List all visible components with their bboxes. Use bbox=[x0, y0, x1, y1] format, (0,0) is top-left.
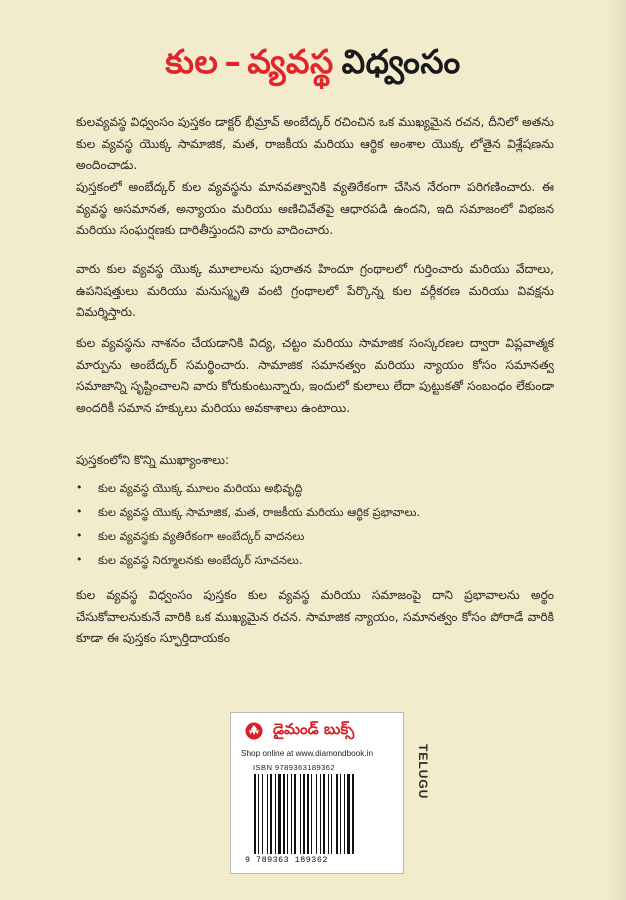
closing-paragraph: కుల వ్యవస్థ విధ్వంసం పుస్తకం కుల వ్యవస్థ మరియు సమాజంపై దాని ప్రభావాలను అర్థం చేసుకోవాలనుకునే వారికి ఒక ముఖ్యమైన రచన. సామాజిక న్యాయం, సమానత్వం కోసం పోరాడే వారికి కూడా ఈ పుస్తకం స్ఫూర్తిదాయకం bbox=[76, 588, 554, 645]
barcode-bar bbox=[331, 774, 332, 854]
bullet-icon: • bbox=[76, 505, 83, 518]
publisher-name: డైమండ్ బుక్స్ bbox=[273, 720, 355, 738]
book-title bbox=[0, 42, 626, 89]
publisher-box bbox=[230, 712, 404, 874]
barcode-bar bbox=[258, 774, 259, 854]
language-label: TELUGU bbox=[416, 744, 430, 800]
list-item bbox=[76, 550, 554, 574]
description-paragraph-4: కుల వ్యవస్థను నాశనం చేయడానికి విద్య, చట్టం మరియు సామాజిక సంస్కరణల ద్వారా విప్లవాత్మక మార్పును అంబేద్కర్ సమర్థించారు. సామాజిక సమానత్వం మరియు న్యాయం కోసం సమానత్వ సమాజాన్ని సృష్టించాలని వారు కోరుకుంటున్నారు, ఇందులో కులాలు లేదా పుట్టుకతో సంబంధం లేకుండా అందరికీ సమాన హక్కులు మరియు అవకాశాలు ఉంటాయి. bbox=[76, 336, 554, 415]
barcode-bar bbox=[287, 774, 288, 854]
description-paragraph-1: కులవ్యవస్థ విధ్వంసం పుస్తకం డాక్టర్ భీమ్రావ్ అంబేద్కర్ రచించిన ఒక ముఖ్యమైన రచన, దీనిలో అతను కుల వ్యవస్థ యొక్క సామాజిక, మత, రాజకీయ మరియు ఆర్థిక అంశాల యొక్క లోతైన విశ్లేషణను అందించాడు. bbox=[76, 115, 554, 172]
barcode-bar bbox=[328, 774, 329, 854]
list-item bbox=[76, 502, 554, 526]
barcode-bar bbox=[278, 774, 281, 854]
barcode-bar bbox=[300, 774, 301, 854]
highlight-text: కుల వ్యవస్థ యొక్క సామాజిక, మత, రాజకీయ మరియు ఆర్థిక ప్రభావాలు. bbox=[98, 505, 421, 519]
barcode-bar bbox=[340, 774, 341, 854]
barcode-bar bbox=[352, 774, 354, 854]
title-part-vyavastha: వ్యవస్థ bbox=[247, 42, 334, 81]
bullet-icon: • bbox=[76, 553, 83, 566]
diamond-flower-logo-icon bbox=[245, 722, 263, 740]
barcode-bar bbox=[275, 774, 276, 854]
bullet-icon: • bbox=[76, 481, 83, 494]
barcode-bar bbox=[320, 774, 321, 854]
barcode-bar bbox=[262, 774, 263, 854]
barcode-digits: 9 789363 189362 bbox=[245, 855, 328, 865]
bullet-icon: • bbox=[76, 529, 83, 542]
barcode-bar bbox=[294, 774, 296, 854]
highlights-heading: పుస్తకంలోని కొన్ని ముఖ్యాంశాలు: bbox=[76, 453, 230, 467]
barcode-bar bbox=[311, 774, 312, 854]
spine-shade bbox=[604, 0, 626, 900]
description-paragraph-2: పుస్తకంలో అంబేద్కర్ కుల వ్యవస్థను మానవత్వానికి వ్యతిరేకంగా చేసిన నేరంగా పరిగణించారు. ఈ వ్యవస్థ అసమానత, అన్యాయం మరియు అణిచివేతపై ఆధారపడి ఉందని, ఇది సమాజంలో విభజన మరియు సంఘర్షణకు దారితీస్తుందని వారు వాదించారు. bbox=[76, 180, 554, 237]
barcode-bar bbox=[254, 774, 256, 854]
highlight-text: కుల వ్యవస్థకు వ్యతిరేకంగా అంబేద్కర్ వాదనలు bbox=[98, 529, 305, 543]
publisher-logo-row bbox=[245, 719, 354, 743]
barcode-bar bbox=[323, 774, 325, 854]
barcode-bar bbox=[347, 774, 350, 854]
barcode-bar bbox=[270, 774, 272, 854]
isbn-label: ISBN 9789363189362 bbox=[253, 763, 335, 772]
title-part-vidhvamsam: విధ్వంసం bbox=[341, 42, 461, 81]
barcode-bar bbox=[336, 774, 338, 854]
title-part-kula: కుల bbox=[165, 42, 219, 81]
barcode-bar bbox=[267, 774, 268, 854]
barcode-bar bbox=[344, 774, 345, 854]
barcode-bar bbox=[291, 774, 292, 854]
highlight-text: కుల వ్యవస్థ నిర్మూలనకు అంబేద్కర్ సూచనలు. bbox=[98, 553, 303, 567]
publisher-website: Shop online at www.diamondbook.in bbox=[241, 749, 373, 758]
highlights-list bbox=[76, 478, 554, 574]
barcode-bar bbox=[316, 774, 317, 854]
list-item bbox=[76, 478, 554, 502]
highlight-text: కుల వ్యవస్థ యొక్క మూలం మరియు అభివృద్ధి bbox=[98, 481, 303, 495]
list-item bbox=[76, 526, 554, 550]
description-paragraph-3: వారు కుల వ్యవస్థ యొక్క మూలాలను పురాతన హిందూ గ్రంథాలలో గుర్తించారు మరియు వేదాలు, ఉపనిషత్తులు మరియు మనుస్మృతి వంటి గ్రంథాలలో పేర్కొన్న కుల వర్గీకరణ మరియు వివక్షను విమర్శిస్తారు. bbox=[76, 262, 554, 319]
title-dash: – bbox=[224, 42, 242, 81]
barcode-bar bbox=[303, 774, 305, 854]
barcode-bar bbox=[283, 774, 285, 854]
isbn-barcode bbox=[253, 774, 381, 854]
barcode-bar bbox=[307, 774, 309, 854]
